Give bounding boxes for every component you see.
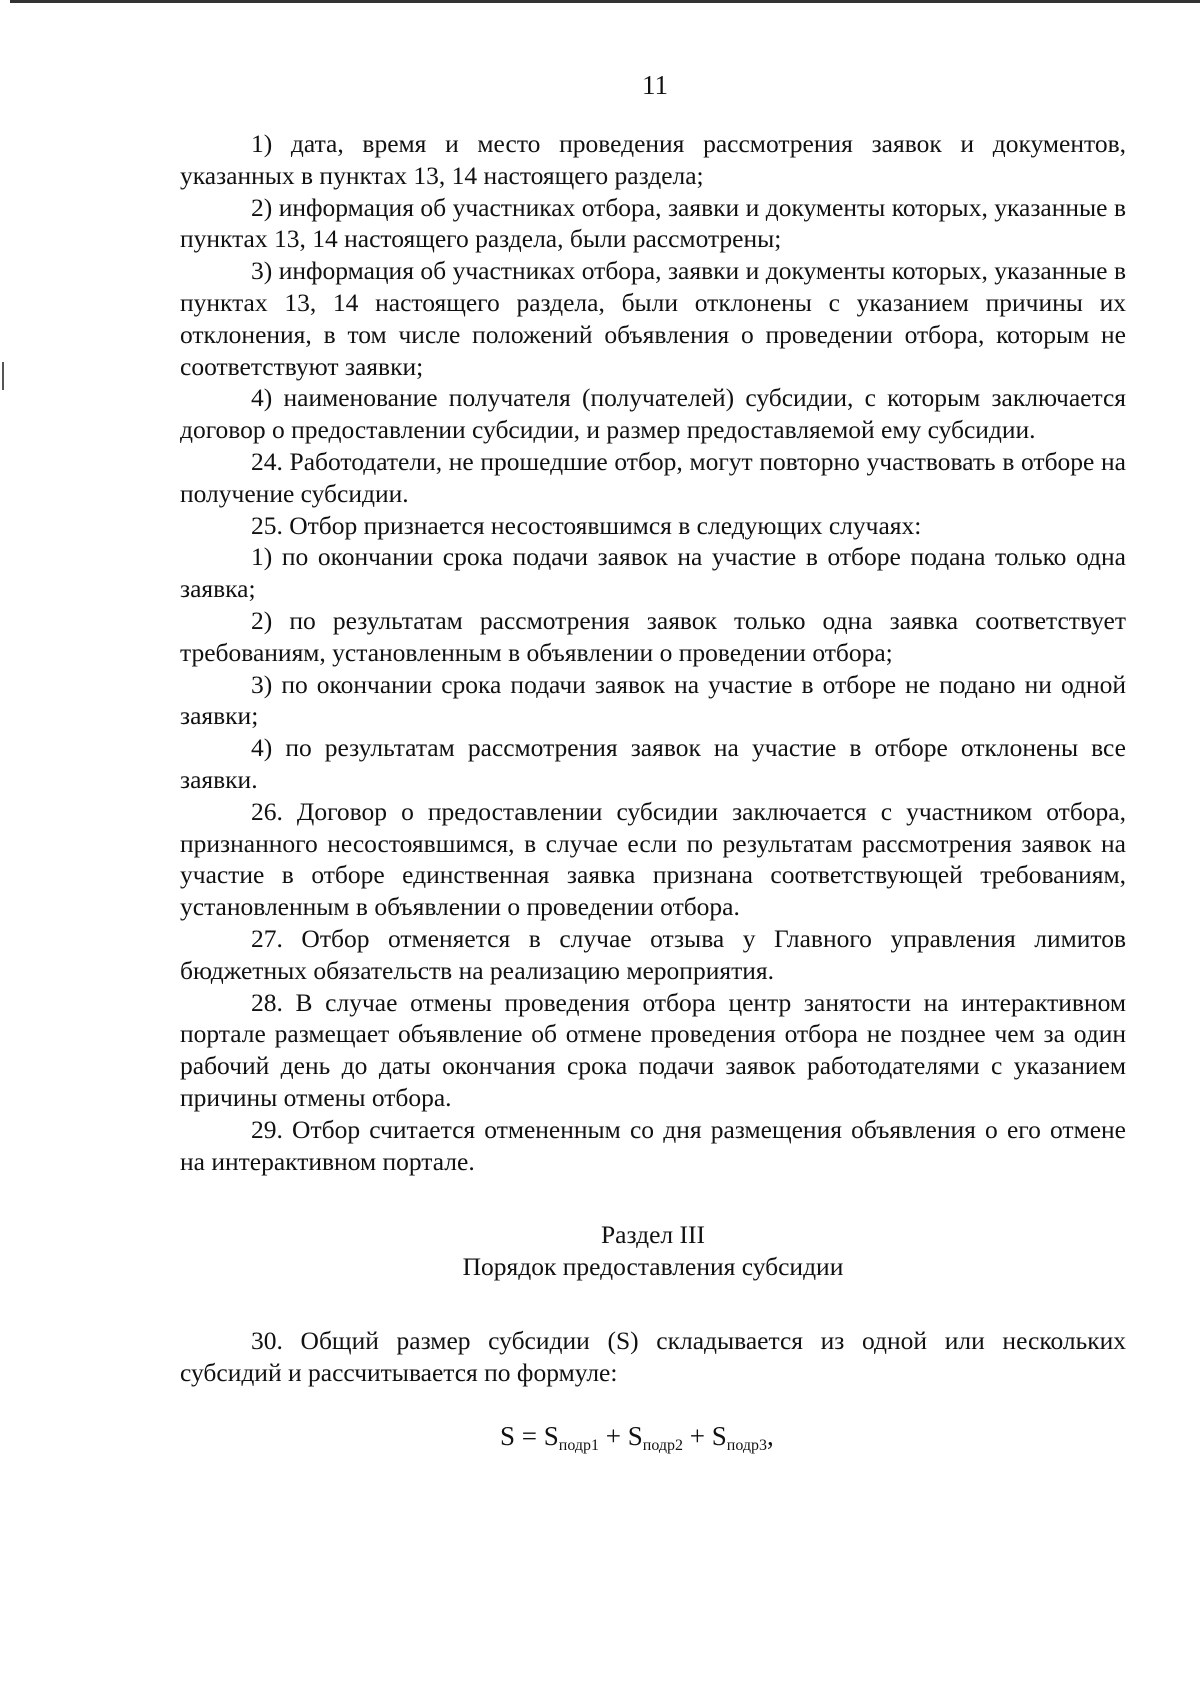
section-number: Раздел III [601, 1220, 705, 1250]
scan-top-edge [10, 0, 1200, 3]
paragraph: 1) дата, время и место проведения рассмотрения заявок и документов, указанных в пунктах 13, 14 настоящего раздела; [180, 129, 1126, 190]
formula-plus: + S [683, 1421, 727, 1452]
paragraph: 3) информация об участниках отбора, заявки и документы которых, указанные в пунктах 13, 14 настоящего раздела, были отклонены с указанием причины их отклонения, в том числе положений объявления о проведении отбора, которым не соответствуют заявки; [180, 256, 1126, 381]
paragraph: 26. Договор о предоставлении субсидии заключается с участником отбора, признанного несостоявшимся, в случае если по результатам рассмотрения заявок на участие в отборе единственная заявка признана соответствующей требованиям, установленным в объявлении о проведении отбора. [180, 796, 1126, 922]
paragraph: 1) по окончании срока подачи заявок на участие в отборе подана только одна заявка; [180, 542, 1126, 604]
formula-subscript: подр2 [642, 1437, 684, 1455]
scan-left-mark [2, 362, 4, 390]
paragraph: 2) информация об участниках отбора, заявки и документы которых, указанные в пунктах 13, 14 настоящего раздела, были рассмотрены; [180, 192, 1126, 254]
subsidy-formula [180, 1418, 1126, 1464]
paragraph: 4) наименование получателя (получателей) субсидии, с которым заключается договор о предоставлении субсидии, и размер предоставляемой ему субсидии. [180, 383, 1126, 445]
paragraph: 28. В случае отмены проведения отбора центр занятости на интерактивном портале размещает объявление об отмене проведения отбора не позднее чем за один рабочий день до даты окончания срока подачи заявок работодателями с указанием причины отмены отбора. [180, 987, 1126, 1112]
paragraph: 4) по результатам рассмотрения заявок на участие в отборе отклонены все заявки. [180, 733, 1126, 794]
page-number: 11 [642, 70, 668, 100]
paragraph: 2) по результатам рассмотрения заявок только одна заявка соответствует требованиям, установленным в объявлении о проведении отбора; [180, 605, 1126, 667]
section-title: Порядок предоставления субсидии [462, 1252, 844, 1282]
formula-subscript: подр3 [726, 1437, 768, 1455]
formula-lhs: S = S [500, 1421, 559, 1452]
paragraph: 29. Отбор считается отмененным со дня размещения объявления о его отмене на интерактивном портале. [180, 1114, 1126, 1176]
paragraph: 25. Отбор признается несостоявшимся в следующих случаях: [251, 510, 922, 540]
paragraph: 27. Отбор отменяется в случае отзыва у Главного управления лимитов бюджетных обязательств на реализацию мероприятия. [180, 923, 1126, 985]
formula-tail: , [767, 1421, 774, 1452]
formula-subscript: подр1 [558, 1437, 600, 1455]
paragraph: 24. Работодатели, не прошедшие отбор, могут повторно участвовать в отборе на получение субсидии. [180, 446, 1126, 508]
paragraph: 30. Общий размер субсидии (S) складывается из одной или нескольких субсидий и рассчитывается по формуле: [180, 1325, 1126, 1387]
formula-plus: + S [599, 1421, 643, 1452]
paragraph: 3) по окончании срока подачи заявок на участие в отборе не подано ни одной заявки; [180, 669, 1126, 731]
document-body [180, 128, 1126, 1464]
